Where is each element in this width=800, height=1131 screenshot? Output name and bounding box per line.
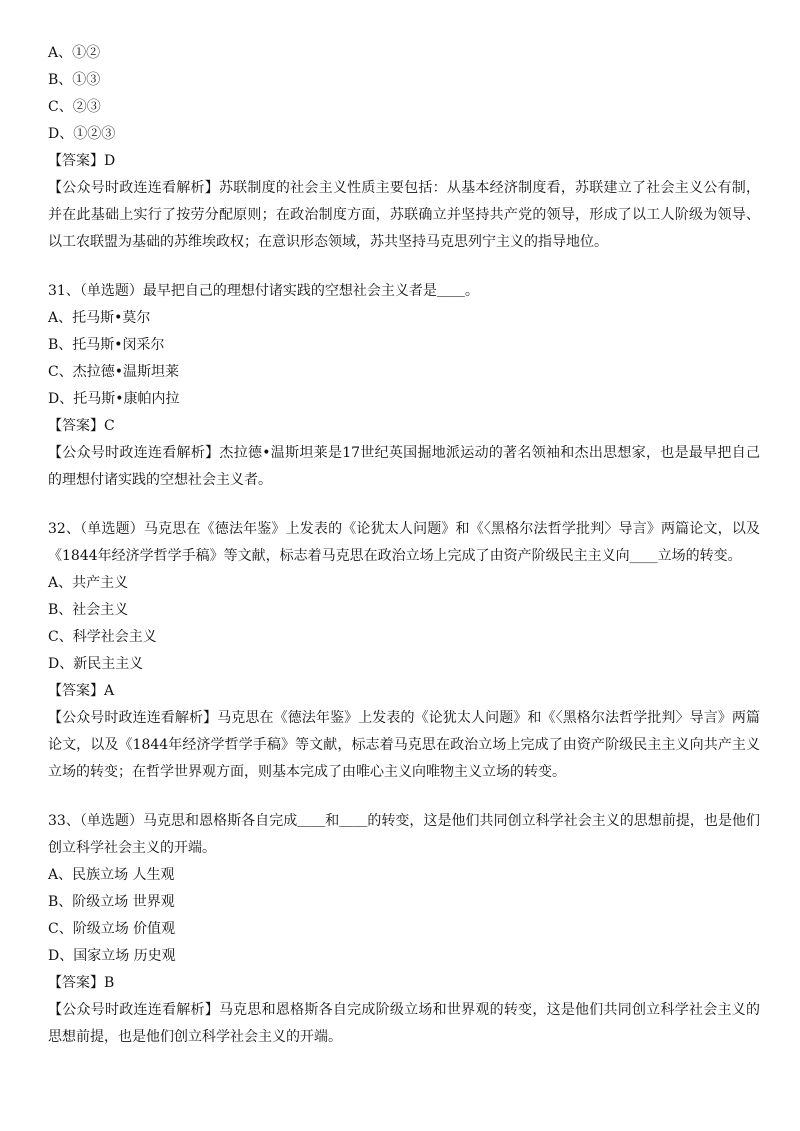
option-a: A、民族立场 人生观 xyxy=(48,867,175,883)
option-c: C、阶级立场 价值观 xyxy=(48,921,176,937)
option-c: C、杰拉德•温斯坦莱 xyxy=(48,364,179,380)
option-d: D、①②③ xyxy=(48,126,116,142)
analysis: 【公众号时政连连看解析】马克思在《德法年鉴》上发表的《论犹太人问题》和《〈黑格尔法哲学批判〉导言》两篇论文，以及《1844年经济学哲学手稿》等文献，标志着马克思在政治立场上完成了由资产阶级民主主义向共产主义立场的转变；在哲学世界观方面，则基本完成了由唯心主义向唯物主义立场的转变。 xyxy=(48,710,760,780)
option-b: B、阶级立场 世界观 xyxy=(48,894,175,910)
question-text: 33、（单选题）马克思和恩格斯各自完成＿＿和＿＿的转变，这是他们共同创立科学社会主义的思想前提，也是他们创立科学社会主义的开端。 xyxy=(48,813,760,856)
option-c: C、科学社会主义 xyxy=(48,629,157,645)
option-b: B、托马斯•闵采尔 xyxy=(48,337,165,353)
document-page xyxy=(48,40,760,1051)
option-a: A、托马斯•莫尔 xyxy=(48,310,151,326)
option-c: C、②③ xyxy=(48,99,101,115)
question-text: 32、（单选题）马克思在《德法年鉴》上发表的《论犹太人问题》和《〈黑格尔法哲学批判〉导言》两篇论文，以及《1844年经济学哲学手稿》等文献，标志着马克思在政治立场上完成了由资产阶级民主主义向____立场的转变。 xyxy=(48,521,760,564)
question-block-32 xyxy=(48,516,760,786)
question-block-30 xyxy=(48,40,760,256)
answer: 【答案】C xyxy=(48,418,115,434)
option-d: D、国家立场 历史观 xyxy=(48,948,176,964)
question-text: 31、（单选题）最早把自己的理想付诸实践的空想社会主义者是＿＿。 xyxy=(48,283,479,299)
option-d: D、托马斯•康帕内拉 xyxy=(48,391,180,407)
question-block-31 xyxy=(48,278,760,494)
answer: 【答案】A xyxy=(48,683,115,699)
question-block-33 xyxy=(48,808,760,1051)
analysis: 【公众号时政连连看解析】马克思和恩格斯各自完成阶级立场和世界观的转变，这是他们共同创立科学社会主义的思想前提，也是他们创立科学社会主义的开端。 xyxy=(48,1002,760,1045)
analysis: 【公众号时政连连看解析】杰拉德•温斯坦莱是17世纪英国掘地派运动的著名领袖和杰出思想家，也是最早把自己的理想付诸实践的空想社会主义者。 xyxy=(48,445,760,488)
option-b: B、①③ xyxy=(48,72,101,88)
option-b: B、社会主义 xyxy=(48,602,129,618)
analysis: 【公众号时政连连看解析】苏联制度的社会主义性质主要包括：从基本经济制度看，苏联建立了社会主义公有制，并在此基础上实行了按劳分配原则；在政治制度方面，苏联确立并坚持共产党的领导，形成了以工人阶级为领导、以工农联盟为基础的苏维埃政权；在意识形态领域，苏共坚持马克思列宁主义的指导地位。 xyxy=(48,180,760,250)
answer: 【答案】B xyxy=(48,975,115,991)
answer: 【答案】D xyxy=(48,153,116,169)
option-a: A、①② xyxy=(48,45,101,61)
option-d: D、新民主主义 xyxy=(48,656,144,672)
option-a: A、共产主义 xyxy=(48,575,129,591)
